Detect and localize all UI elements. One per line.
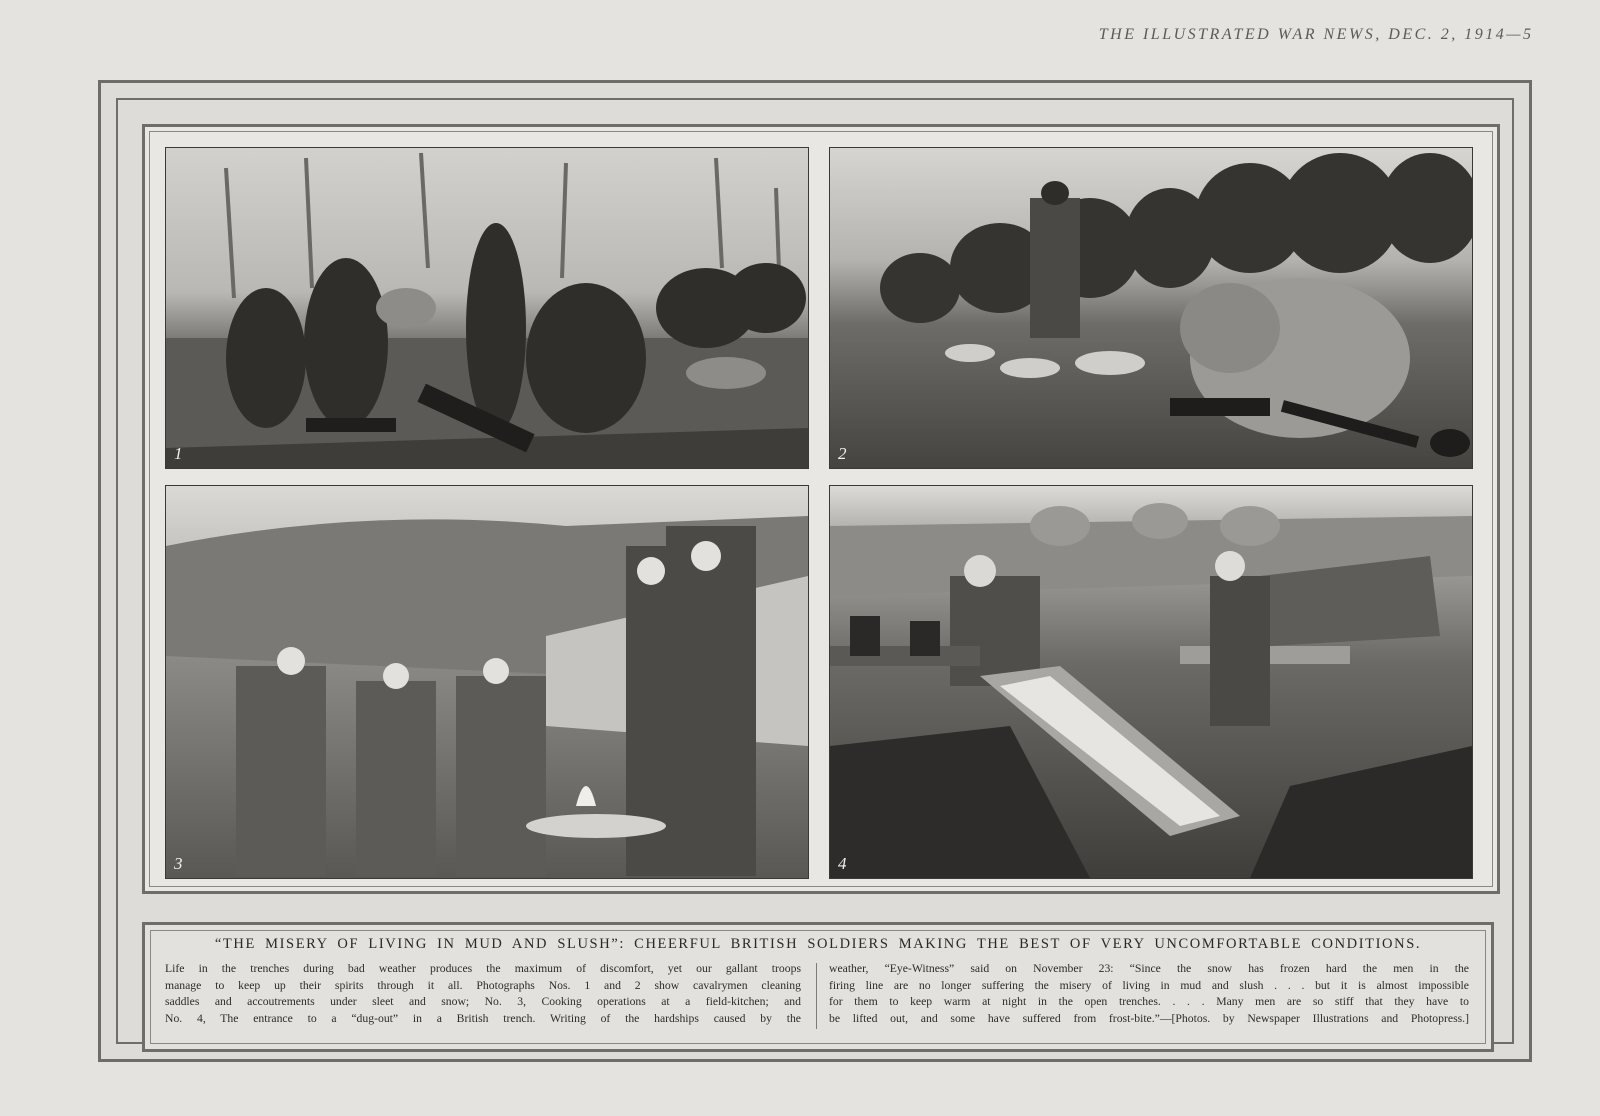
caption-right-line: firing line are no longer suffering the misery of living in mud and slush . . . but it is almost impossible: [829, 978, 1469, 992]
photo-2-image: [830, 148, 1472, 468]
caption-right-line: for them to keep warm at night in the open trenches. . . . Many men are so stiff that they have to: [829, 995, 1469, 1008]
photo-1-image: [166, 148, 808, 468]
caption-right-column: [829, 961, 1469, 1027]
caption-left-line: saddles and accoutrements under sleet and snow; No. 3, Cooking operations at a field-kitchen; and: [165, 995, 801, 1008]
caption-right-line: weather, “Eye-Witness” said on November 23: “Since the snow has frozen hard the men in the: [829, 962, 1469, 975]
photo-panel: [142, 124, 1500, 894]
page-number: 5: [1523, 26, 1532, 43]
publication-line: THE ILLUSTRATED WAR NEWS, DEC. 2, 1914—: [1098, 26, 1523, 43]
caption-left-line: manage to keep up their spirits through it all. Photographs Nos. 1 and 2 show cavalrymen cleaning: [165, 978, 801, 992]
photo-1: [165, 147, 809, 469]
caption-panel: [142, 922, 1494, 1052]
photo-3-image: [166, 486, 808, 878]
page-header: [1099, 26, 1532, 44]
photo-3: [165, 485, 809, 879]
photo-4: [829, 485, 1473, 879]
outer-frame: [98, 80, 1532, 1062]
caption-left-column: [165, 961, 801, 1027]
caption-title: “THE MISERY OF LIVING IN MUD AND SLUSH”: CHEERFUL BRITISH SOLDIERS MAKING THE BEST OF VERY UNCOMFORTABLE CONDITIONS.: [214, 936, 1422, 952]
caption-right-line: be lifted out, and some have suffered from frost-bite.”—[Photos. by Newspaper Illustrations and Photopress.]: [829, 1011, 1469, 1025]
inner-frame: [116, 98, 1514, 1044]
caption-divider: [816, 963, 817, 1029]
photo-2: [829, 147, 1473, 469]
photo-4-image: [830, 486, 1472, 878]
photo-2-number: 2: [838, 444, 847, 463]
photo-4-number: 4: [838, 854, 847, 873]
caption-left-line: Life in the trenches during bad weather produces the maximum of discomfort, yet our gallant troops: [165, 962, 801, 975]
photo-1-number: 1: [174, 444, 183, 463]
caption-left-line: No. 4, The entrance to a “dug-out” in a British trench. Writing of the hardships caused by the: [165, 1011, 801, 1025]
photo-3-number: 3: [174, 854, 183, 873]
